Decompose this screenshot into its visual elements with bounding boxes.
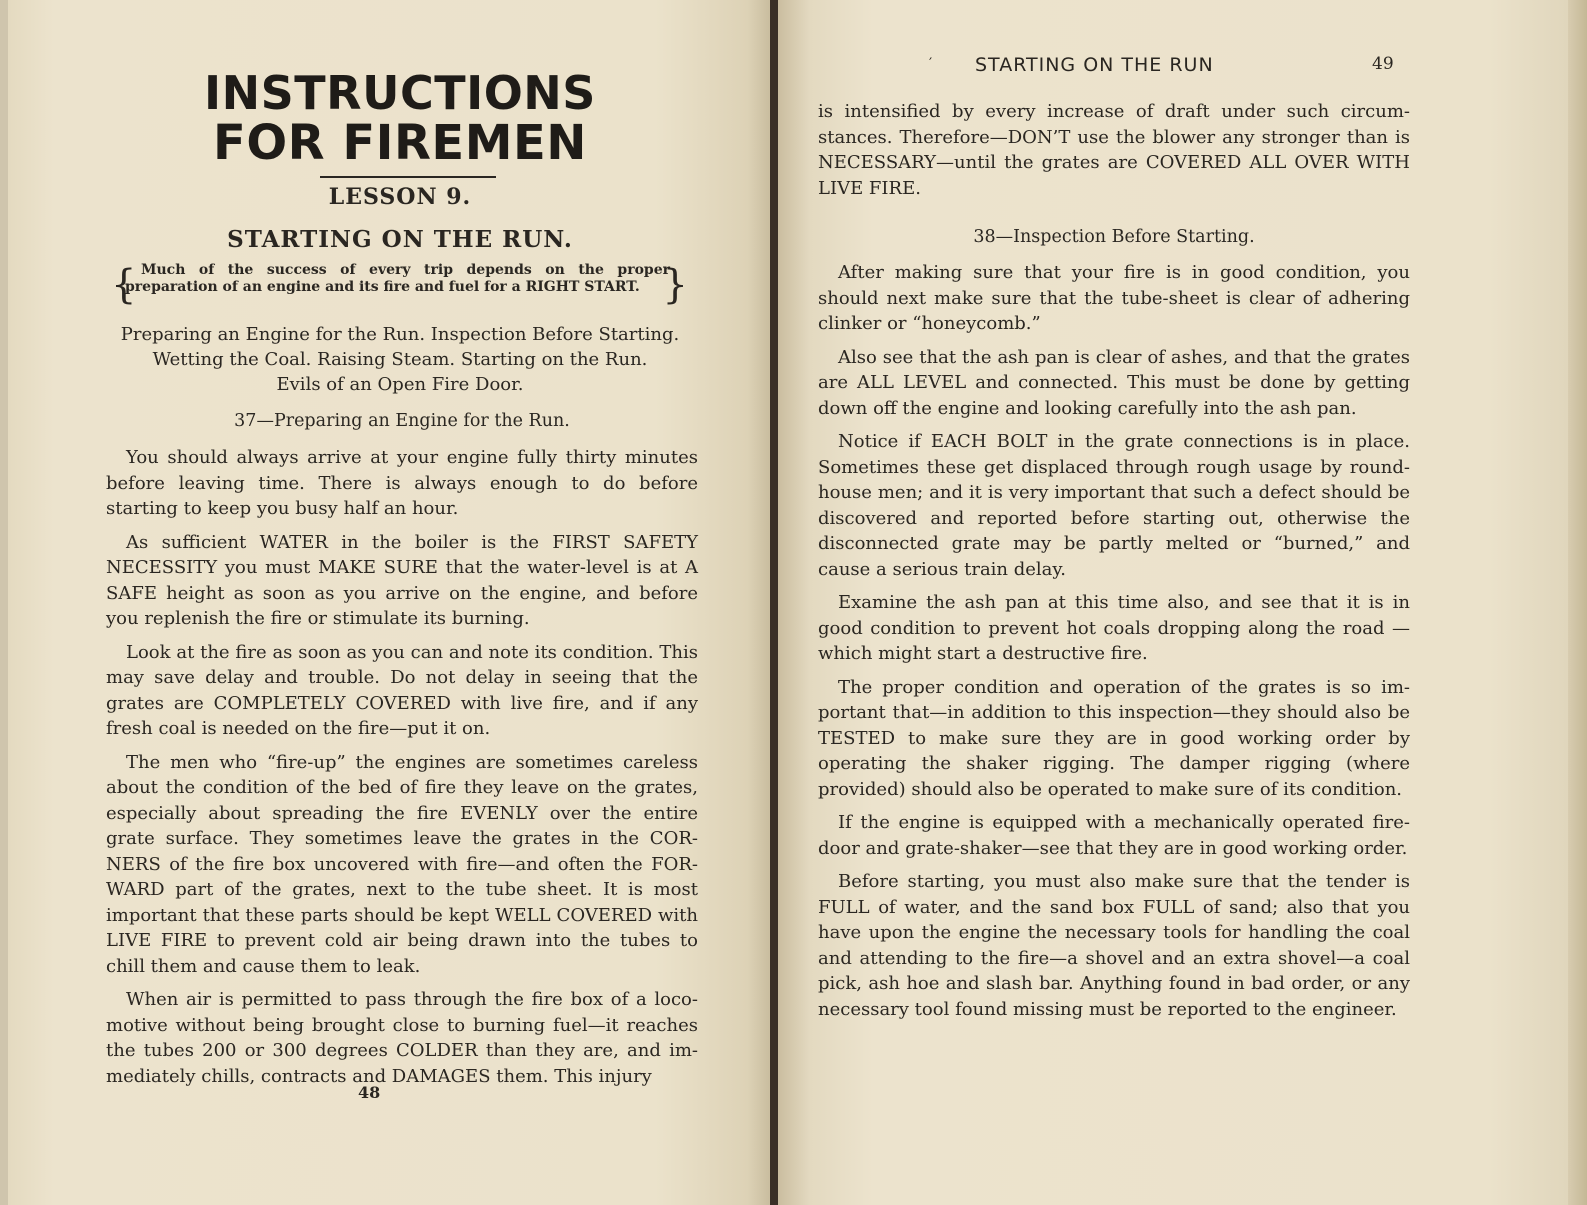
topic-line: Wetting the Coal. Raising Steam. Starting on the Run.	[152, 349, 648, 370]
paragraph: Examine the ash pan at this time also, and see that it is in good condition to prevent hot coals dropping along the road —which might start a destructive fire.	[818, 592, 1410, 664]
topic-line: Preparing an Engine for the Run. Inspection Before Starting.	[120, 324, 680, 345]
lesson-topics	[100, 322, 700, 397]
lesson-title: STARTING ON THE RUN.	[227, 226, 573, 253]
running-head: STARTING ON THE RUN	[975, 54, 1214, 76]
book-title-line2: FOR FIREMEN	[213, 115, 587, 171]
printer-mark: ′	[929, 56, 933, 72]
left-brace-icon: {	[111, 262, 137, 308]
paragraph: Notice if EACH BOLT in the grate connections is in place. Sometimes these get displaced through rough usage by roundhouse men; and it is very important that such a defect should be discovered and reported before starting out, otherwise the disconnected grate may be partly melted or “burned,” and cause a serious train delay.	[818, 431, 1410, 580]
section-37-heading: 37—Preparing an Engine for the Run.	[234, 411, 570, 431]
paragraph: You should always arrive at your engine fully thirty minutes before leaving time. There is always enough to do before starting to keep you busy half an hour.	[106, 447, 698, 519]
lesson-epigraph	[111, 262, 688, 308]
paragraph: Look at the fire as soon as you can and note its condition. This may save delay and trouble. Do not delay in seeing that the grates are COMPLETELY COVERED with live fire, and if any fresh coal is needed on the fire—put it on.	[106, 641, 698, 739]
right-page-number: 49	[1372, 54, 1394, 74]
page-edge	[1568, 0, 1587, 1205]
paragraph: If the engine is equipped with a mechanically operated firedoor and grate-shaker—see that they are in good working order.	[818, 812, 1410, 859]
paragraph: After making sure that your fire is in good condition, you should next make sure that the tube-sheet is clear of adhering clinker or “honeycomb.”	[818, 262, 1410, 334]
paragraph: The men who “fire-up” the engines are sometimes careless about the condition of the bed of fire they leave on the grates, especially about spreading the fire EVENLY over the entire grate surface. They sometimes leave the grates in the CORNERS of the fire box uncovered with fire—and often the FORWARD part of the grates, next to the tube sheet. It is most important that these parts should be kept WELL COVERED with LIVE FIRE to prevent cold air being drawn into the tubes to chill them and cause them to leak.	[106, 751, 698, 977]
right-brace-icon: }	[662, 262, 688, 308]
left-body-text	[106, 445, 698, 1097]
left-page-number: 48	[358, 1083, 381, 1102]
book-gutter	[770, 0, 778, 1205]
topic-line: Evils of an Open Fire Door.	[276, 374, 524, 395]
right-body-text	[818, 260, 1410, 1030]
paragraph: is intensified by every increase of draft under such circumstances. Therefore—DON’T use the blower any stronger than is NECESSARY—until the grates are COVERED ALL OVER WITH LIVE FIRE.	[818, 101, 1410, 199]
paragraph: Before starting, you must also make sure that the tender is FULL of water, and the sand box FULL of sand; also that you have upon the engine the necessary tools for handling the coal and attending to the fire—a shovel and an extra shovel—a coal pick, ash hoe and slash bar. Anything found in bad order, or any necessary tool found missing must be reported to the engineer.	[818, 871, 1410, 1020]
title-divider	[320, 176, 496, 178]
book-title-line1: INSTRUCTIONS	[204, 66, 596, 120]
paragraph: Also see that the ash pan is clear of ashes, and that the grates are ALL LEVEL and connected. This must be done by getting down off the engine and looking carefully into the ash pan.	[818, 346, 1410, 419]
paragraph: As sufficient WATER in the boiler is the FIRST SAFETY NECESSITY you must MAKE SURE that the water-level is at A SAFE height as soon as you arrive on the engine, and before you replenish the fire or stimulate its burning.	[106, 531, 698, 629]
paragraph: The proper condition and operation of the grates is so important that—in addition to this inspection—they should also be TESTED to make sure they are in good working order by operating the shaker rigging. The damper rigging (where provided) should also be operated to make sure of its condition.	[818, 676, 1410, 800]
continued-paragraph	[818, 99, 1410, 209]
epigraph-text: Much of the success of every trip depends on the proper preparation of an engine and its fire and fuel for a RIGHT START.	[125, 262, 670, 295]
lesson-number: LESSON 9.	[328, 184, 472, 210]
paragraph: When air is permitted to pass through the fire box of a locomotive without being brought close to burning fuel—it reaches the tubes 200 or 300 degrees COLDER than they are, and immediately chills, contracts and DAMAGES them. This injury	[106, 989, 698, 1087]
section-38-heading: 38—Inspection Before Starting.	[973, 227, 1255, 247]
